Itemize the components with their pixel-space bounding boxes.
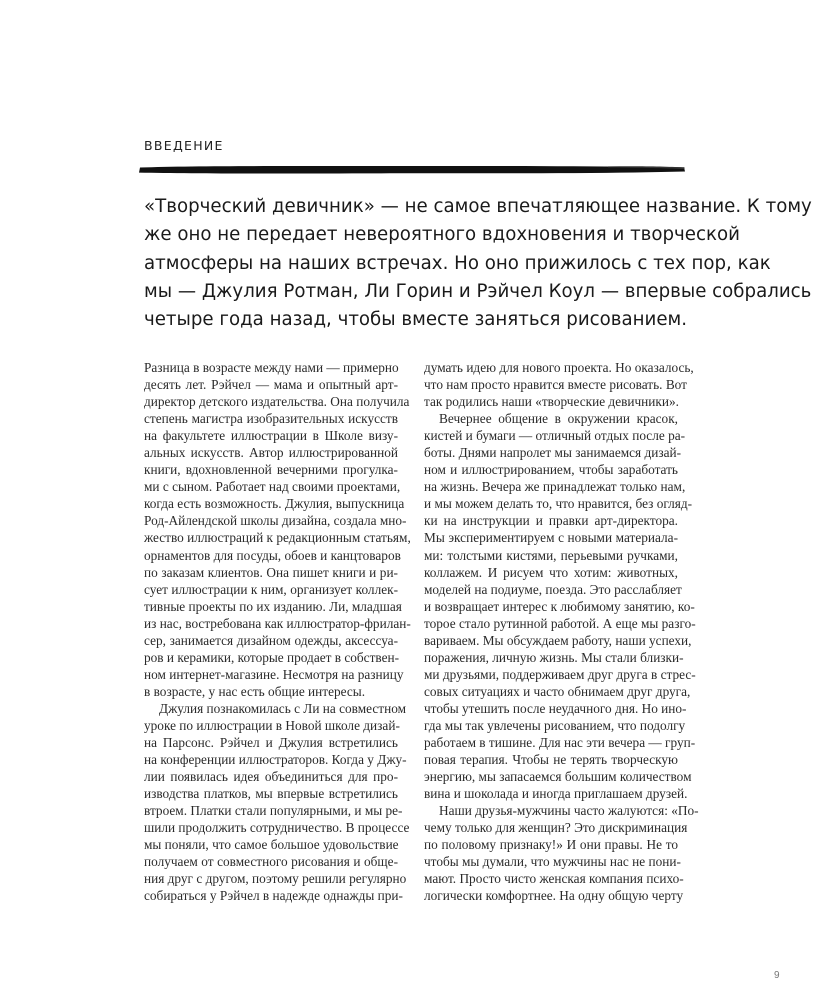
body-line: по заказам клиентов. Она пишет книги и ри-: [144, 564, 398, 580]
body-line: ном интернет-магазине. Несмотря на разницу: [144, 666, 404, 682]
lead-paragraph: [144, 193, 812, 334]
body-line: Мы экспериментируем с новыми материала-: [424, 530, 678, 546]
body-line: чему только для женщин? Это дискриминация: [424, 820, 688, 836]
body-line: в возрасте, у нас есть общие интересы.: [144, 683, 366, 699]
body-line: директор детского издательства. Она получила: [144, 394, 410, 410]
lead-line: же оно не передает невероятного вдохновения и творческой: [144, 224, 740, 246]
brush-stroke-divider: [138, 163, 686, 176]
body-line: мы поняли, что самое большое удовольствие: [144, 837, 399, 853]
body-line: чтобы мы думали, что мужчины нас не пони-: [424, 854, 681, 870]
body-line: боты. Днями напролет мы занимаемся дизай-: [424, 445, 682, 461]
body-line: на Парсонс. Рэйчел и Джулия встретились: [144, 735, 398, 751]
body-line: торое стало рутинной работой. А еще мы разго-: [424, 615, 696, 631]
body-line: коллажем. И рисуем что хотим: животных,: [424, 564, 678, 580]
body-line: ки на инструкции и правки арт-директора.: [424, 513, 678, 529]
body-line: энергию, мы запасаемся большим количеством: [424, 769, 692, 785]
lead-line: атмосферы на наших встречах. Но оно прижилось с тех пор, как: [144, 252, 771, 274]
body-line: логически комфортнее. На одну общую черту: [424, 888, 684, 904]
body-line: и возвращает интерес к любимому занятию, ко-: [424, 598, 695, 614]
section-label: ВВЕДЕНИЕ: [144, 138, 224, 153]
lead-line: «Творческий девичник» — не самое впечатляющее название. К тому: [144, 196, 812, 217]
body-line: и мы можем делать то, что нравится, без огляд-: [424, 496, 693, 512]
body-line: вина и шоколада и иногда приглашаем друзей.: [424, 786, 688, 802]
body-line: вариваем. Мы обсуждаем работу, наши успехи,: [424, 632, 692, 648]
body-line: гда мы так увлечены рисованием, что подолгу: [424, 717, 686, 733]
body-line: что нам просто нравится вместе рисовать. Вот: [424, 377, 687, 393]
body-line: моделей на подиуме, поезда. Это расслабляет: [424, 581, 682, 597]
body-line: собираться у Рэйчел в надежде однажды при-: [144, 888, 403, 904]
body-line: степень магистра изобразительных искусств: [144, 411, 398, 427]
body-line: изводства платков, мы впервые встретились: [144, 786, 398, 802]
body-line: повая терапия. Чтобы не терять творческую: [424, 752, 678, 768]
body-line: альных искусств. Автор иллюстрированной: [144, 445, 398, 461]
body-line: уроке по иллюстрации в Новой школе дизай-: [144, 717, 400, 733]
body-line: ров и керамики, которые продает в собствен-: [144, 649, 400, 665]
body-line: ми друзьями, поддерживаем друг друга в стрес-: [424, 666, 696, 682]
body-column-left: [144, 359, 411, 905]
body-line: Наши друзья-мужчины часто жалуются: «По-: [439, 803, 699, 819]
body-line: ном и иллюстрированием, чтобы заработать: [424, 462, 678, 478]
body-line: ми с сыном. Работает над своими проектами,: [144, 479, 401, 495]
body-line: по половому признаку!» И они правы. Не то: [424, 837, 678, 853]
body-line: Вечернее общение в окружении красок,: [439, 411, 678, 427]
body-line: мают. Просто чисто женская компания психо-: [424, 871, 684, 887]
body-line: тивные проекты по их изданию. Ли, младшая: [144, 598, 402, 614]
body-line: шили продолжить сотрудничество. В процессе: [144, 820, 410, 836]
body-line: на факультете иллюстрации в Школе визу-: [144, 428, 398, 444]
body-line: ния друг с другом, поэтому решили регулярно: [144, 871, 407, 887]
body-line: на конференции иллюстраторов. Когда у Джу-: [144, 752, 407, 768]
body-line: получаем от совместного рисования и обще-: [144, 854, 398, 870]
body-line: Разница в возрасте между нами — примерно: [144, 360, 399, 375]
body-line: лии появилась идея объединиться для про-: [144, 769, 398, 785]
body-line: сует иллюстрации к ним, организует коллек-: [144, 581, 398, 597]
body-line: сер, занимается дизайном одежды, аксессуа-: [144, 632, 398, 648]
body-line: на жизнь. Вечера же принадлежат только нам,: [424, 479, 686, 495]
body-line: когда есть возможность. Джулия, выпускница: [144, 496, 405, 512]
body-line: чтобы утешить после неудачного дня. Но ино-: [424, 700, 687, 716]
body-column-right: [424, 359, 699, 905]
body-line: орнаментов для посуды, обоев и канцтоваров: [144, 547, 401, 563]
body-line: ми: толстыми кистями, перьевыми ручками,: [424, 547, 678, 563]
body-line: втроем. Платки стали популярными, и мы ре-: [144, 803, 403, 819]
body-line: десять лет. Рэйчел — мама и опытный арт-: [144, 377, 398, 393]
body-line: книги, вдохновленной вечерними прогулка-: [144, 462, 398, 478]
body-line: работаем в тишине. Для нас эти вечера — груп-: [424, 735, 696, 751]
body-line: совых ситуациях и часто обнимаем друг друга,: [424, 683, 691, 699]
body-line: кистей и бумаги — отличный отдых после ра-: [424, 428, 686, 444]
body-line: Род-Айлендской школы дизайна, создала мно-: [144, 513, 407, 529]
page-number: 9: [774, 970, 780, 981]
body-line: поражения, личную жизнь. Мы стали близки-: [424, 649, 684, 665]
lead-line: четыре года назад, чтобы вместе заняться рисованием.: [144, 309, 688, 331]
body-line: из нас, востребована как иллюстратор-фрилан-: [144, 615, 411, 631]
body-line: думать идею для нового проекта. Но оказалось,: [424, 360, 694, 375]
body-line: так родились наши «творческие девичники».: [424, 394, 679, 410]
body-line: Джулия познакомилась с Ли на совместном: [159, 700, 406, 716]
body-line: жество иллюстраций к редакционным статьям,: [144, 530, 411, 546]
lead-line: мы — Джулия Ротман, Ли Горин и Рэйчел Коул — впервые собрались: [144, 280, 812, 302]
